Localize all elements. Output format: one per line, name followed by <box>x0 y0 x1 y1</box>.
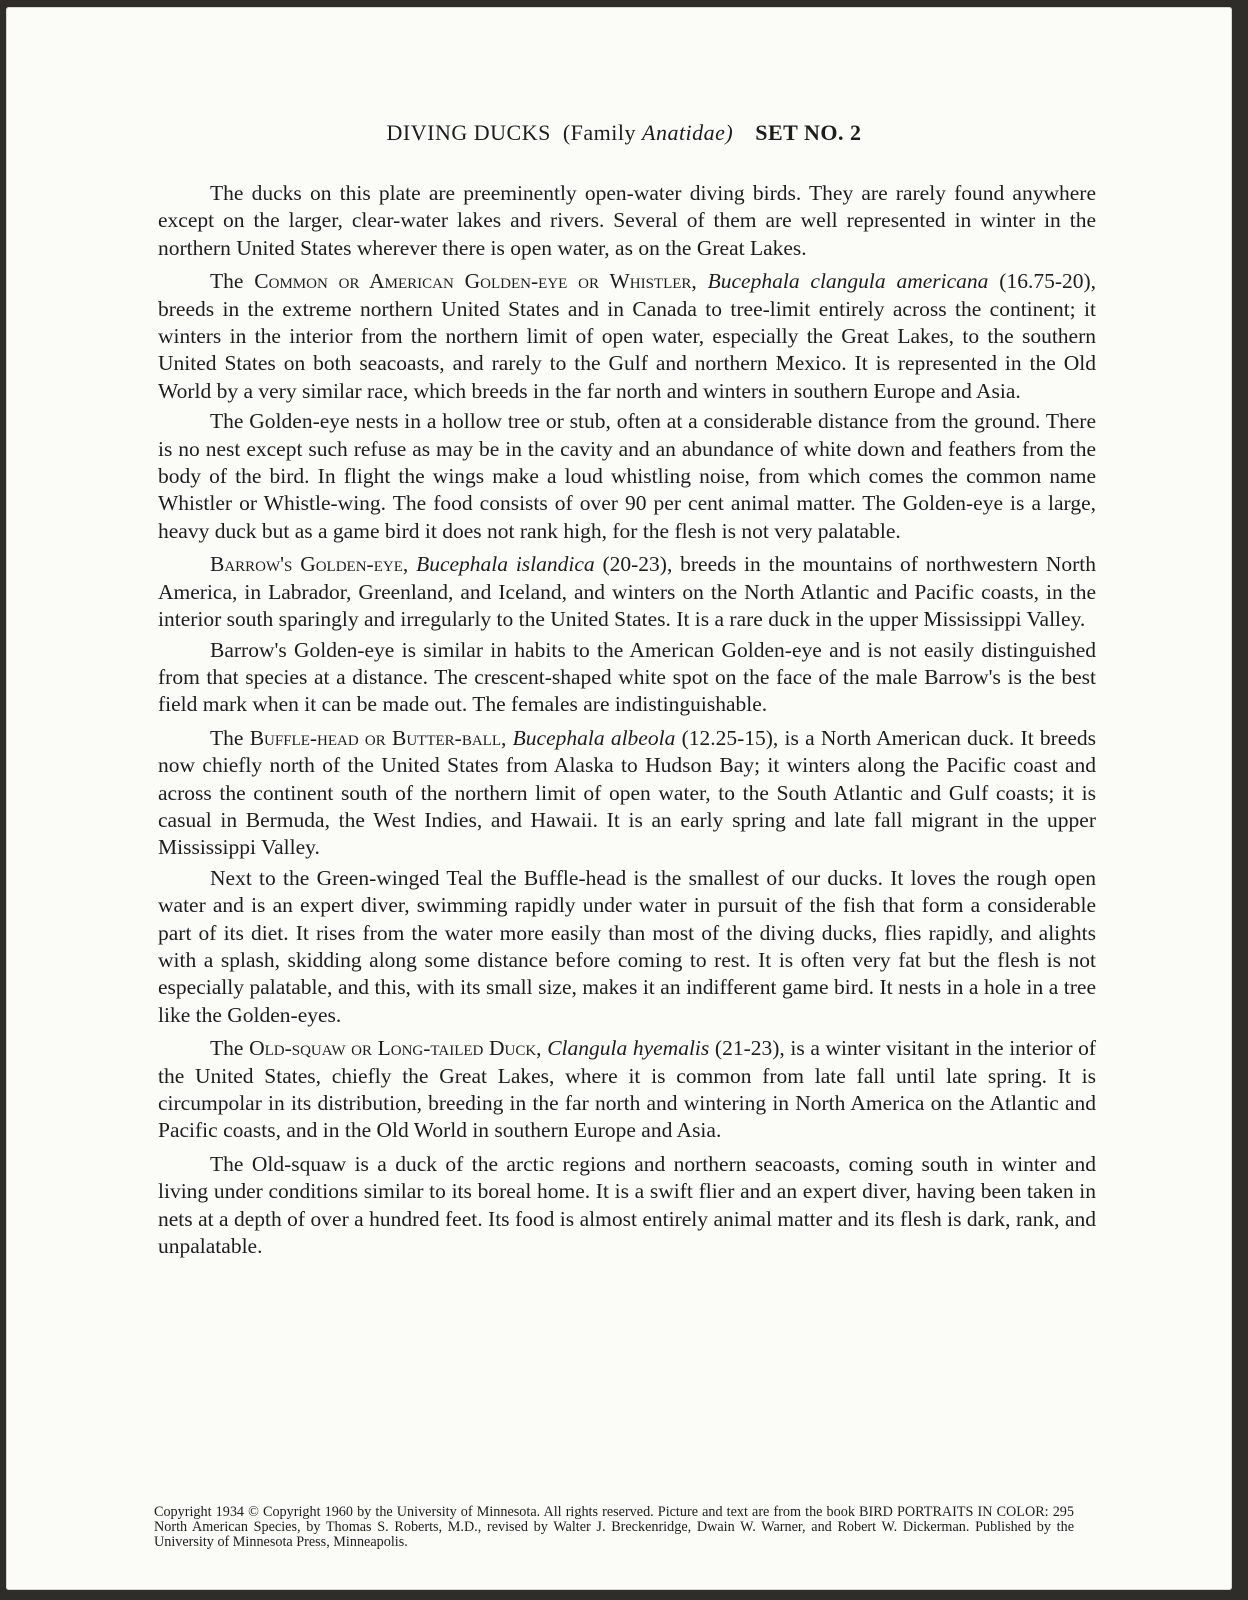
paragraph-barrows-habits: Barrow's Golden-eye is similar in habits to the American Golden-eye and is not easily distinguished from that species at a distance. The crescent-shaped white spot on the face of the male Barrow's is the best field mark when it can be made out. The females are indistinguishable. <box>158 637 1096 717</box>
paragraph-oldsquaw <box>158 1035 1096 1145</box>
paragraph-barrows <box>158 551 1096 633</box>
species-common-name: Old-squaw or Long-tailed Duck, <box>249 1036 542 1061</box>
paragraph-intro: The ducks on this plate are preeminently open-water diving birds. They are rarely found anywhere except on the larger, clear-water lakes and rivers. Several of them are well represented in winter in the northern United States wherever there is open water, as on the Great Lakes. <box>158 181 1096 260</box>
species-scientific-name: Bucephala albeola <box>512 725 676 750</box>
species-common-name: Buffle-head or Butter-ball, <box>249 725 507 750</box>
species-scientific-name: Bucephala islandica <box>416 552 595 577</box>
species-text: (21-23), is a winter visitant in the interior of the United States, chiefly the Great Lakes, where it is common from late fall until late spring. It is circumpolar in its distribution, breeding in the far north and wintering in North America on the Atlantic and Pacific coasts, and in the Old World in southern Europe and Asia. <box>158 1036 1097 1143</box>
lead-word: The <box>210 269 244 294</box>
lead-word: The <box>210 725 244 750</box>
set-number: SET NO. 2 <box>755 120 862 145</box>
page-title <box>0 120 1248 146</box>
copyright-notice: Copyright 1934 © Copyright 1960 by the University of Minnesota. All rights reserved. Picture and text are from the book BIRD PORTRAITS IN COLOR: 295 North American Species, by Thomas S. Roberts, M.D., revised by Walter J. Breckenridge, Dwain W. Warner, and Robert W. Dickerman. Published by the University of Minnesota Press, Minneapolis. <box>154 1504 1074 1551</box>
family-prefix: (Family <box>562 120 636 145</box>
paragraph-bufflehead <box>158 725 1096 862</box>
paragraph-oldsquaw-habits: The Old-squaw is a duck of the arctic regions and northern seacoasts, coming south in winter and living under conditions similar to its boreal home. It is a swift flier and an expert diver, having been taken in nets at a depth of over a hundred feet. Its food is almost entirely animal matter and its flesh is dark, rank, and unpalatable. <box>158 1151 1096 1259</box>
family-name: Anatidae) <box>642 120 734 145</box>
paragraph-goldeneye <box>158 268 1096 405</box>
paragraph-bufflehead-habits: Next to the Green-winged Teal the Buffle-head is the smallest of our ducks. It loves the rough open water and is an expert diver, swimming rapidly under water in pursuit of the fish that form a considerable part of its diet. It rises from the water more easily than most of the diving ducks, flies rapidly, and alights with a splash, skidding along some distance before coming to rest. It is often very fat but the flesh is not especially palatable, and this, with its small size, makes it an indifferent game bird. It nests in a hole in a tree like the Golden-eyes. <box>158 865 1096 1027</box>
species-text: (16.75-20), breeds in the extreme northern United States and in Canada to tree-limit entirely across the continent; it winters in the interior from the northern limit of open water, especially the Great Lakes, to the southern United States on both seacoasts, and rarely to the Gulf and northern Mexico. It is represented in the Old World by a very similar race, which breeds in the far north and winters in southern Europe and Asia. <box>158 269 1097 403</box>
species-text: (20-23), breeds in the mountains of northwestern North America, in Labrador, Greenland, and Iceland, and winters on the North Atlantic and Pacific coasts, in the interior south sparingly and irregularly to the United States. It is a rare duck in the upper Mississippi Valley. <box>158 552 1096 632</box>
paragraph-goldeneye-habits: The Golden-eye nests in a hollow tree or stub, often at a considerable distance from the ground. There is no nest except such refuse as may be in the cavity and an abundance of white down and feathers from the body of the bird. In flight the wings make a loud whistling noise, from which comes the common name Whistler or Whistle-wing. The food consists of over 90 per cent animal matter. The Golden-eye is a large, heavy duck but as a game bird it does not rank high, for the flesh is not very palatable. <box>158 409 1096 543</box>
species-common-name: Barrow's Golden-eye, <box>210 552 409 577</box>
title-text: DIVING DUCKS <box>386 120 551 145</box>
lead-word: The <box>210 1036 244 1061</box>
species-scientific-name: Clangula hyemalis <box>547 1036 710 1061</box>
species-scientific-name: Bucephala clangula americana <box>707 269 989 294</box>
article-body <box>158 180 1096 1263</box>
species-common-name: Common or American Golden-eye or Whistler, <box>254 269 697 294</box>
species-text: (12.25-15), is a North American duck. It breeds now chiefly north of the United States from Alaska to Hudson Bay; it winters along the Pacific coast and across the continent south of the northern limit of open water, to the South Atlantic and Gulf coasts; it is casual in Bermuda, the West Indies, and Hawaii. It is an early spring and late fall migrant in the upper Mississippi Valley. <box>158 725 1097 860</box>
